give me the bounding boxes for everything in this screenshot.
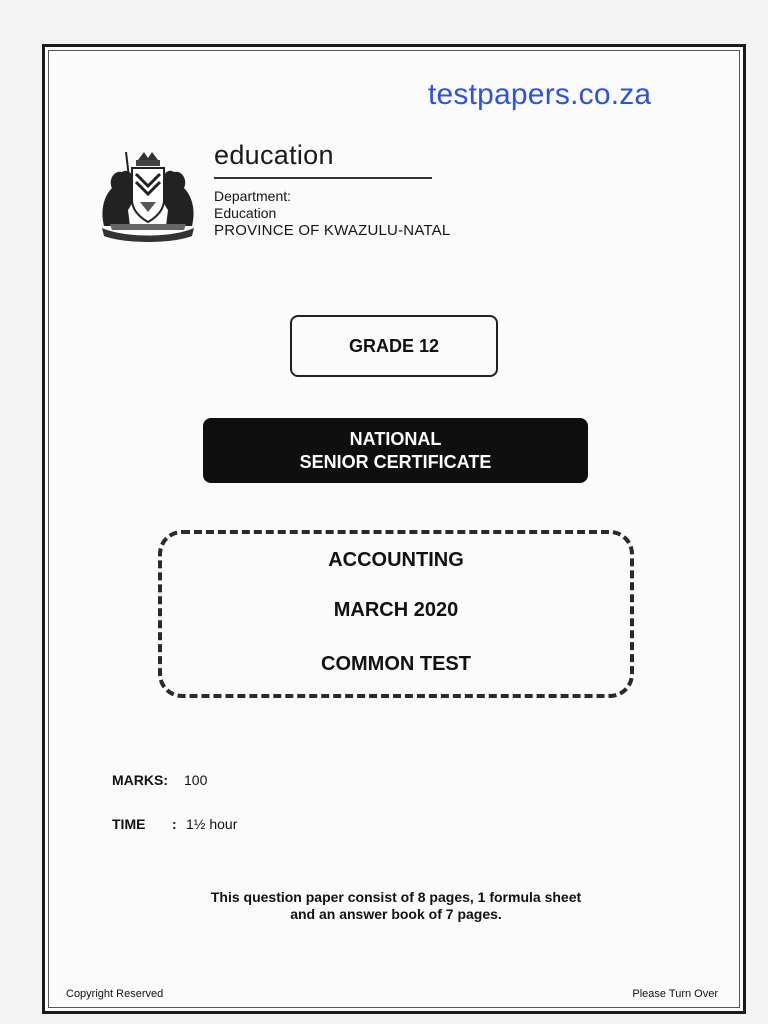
marks-label: MARKS: bbox=[112, 772, 168, 788]
department-label: Department: bbox=[214, 188, 292, 204]
exam-date: MARCH 2020 bbox=[333, 599, 459, 621]
time-value: 1½ hour bbox=[186, 816, 238, 832]
heading-divider bbox=[214, 177, 432, 179]
education-heading: education bbox=[214, 140, 334, 170]
department-name: Education bbox=[214, 205, 277, 221]
kzn-coat-of-arms-icon bbox=[94, 146, 202, 244]
grade-label: GRADE 12 bbox=[348, 335, 440, 356]
marks-value: 100 bbox=[184, 772, 208, 788]
time-colon: : bbox=[172, 816, 177, 832]
copyright-footer: Copyright Reserved bbox=[66, 988, 164, 1000]
paper-info-line-2: and an answer book of 7 pages. bbox=[290, 906, 502, 922]
time-label: TIME bbox=[112, 816, 146, 832]
certificate-line-1: NATIONAL bbox=[349, 428, 442, 449]
province-name: PROVINCE OF KWAZULU-NATAL bbox=[214, 222, 451, 239]
certificate-banner bbox=[203, 418, 588, 483]
grade-box bbox=[290, 315, 498, 377]
turn-over-footer: Please Turn Over bbox=[632, 988, 718, 1000]
certificate-line-2: SENIOR CERTIFICATE bbox=[299, 451, 492, 472]
watermark-link[interactable]: testpapers.co.za bbox=[428, 78, 652, 111]
subject-name: ACCOUNTING bbox=[328, 549, 464, 571]
test-type: COMMON TEST bbox=[321, 653, 471, 675]
paper-info-line-1: This question paper consist of 8 pages, 1 formula sheet bbox=[210, 889, 582, 905]
